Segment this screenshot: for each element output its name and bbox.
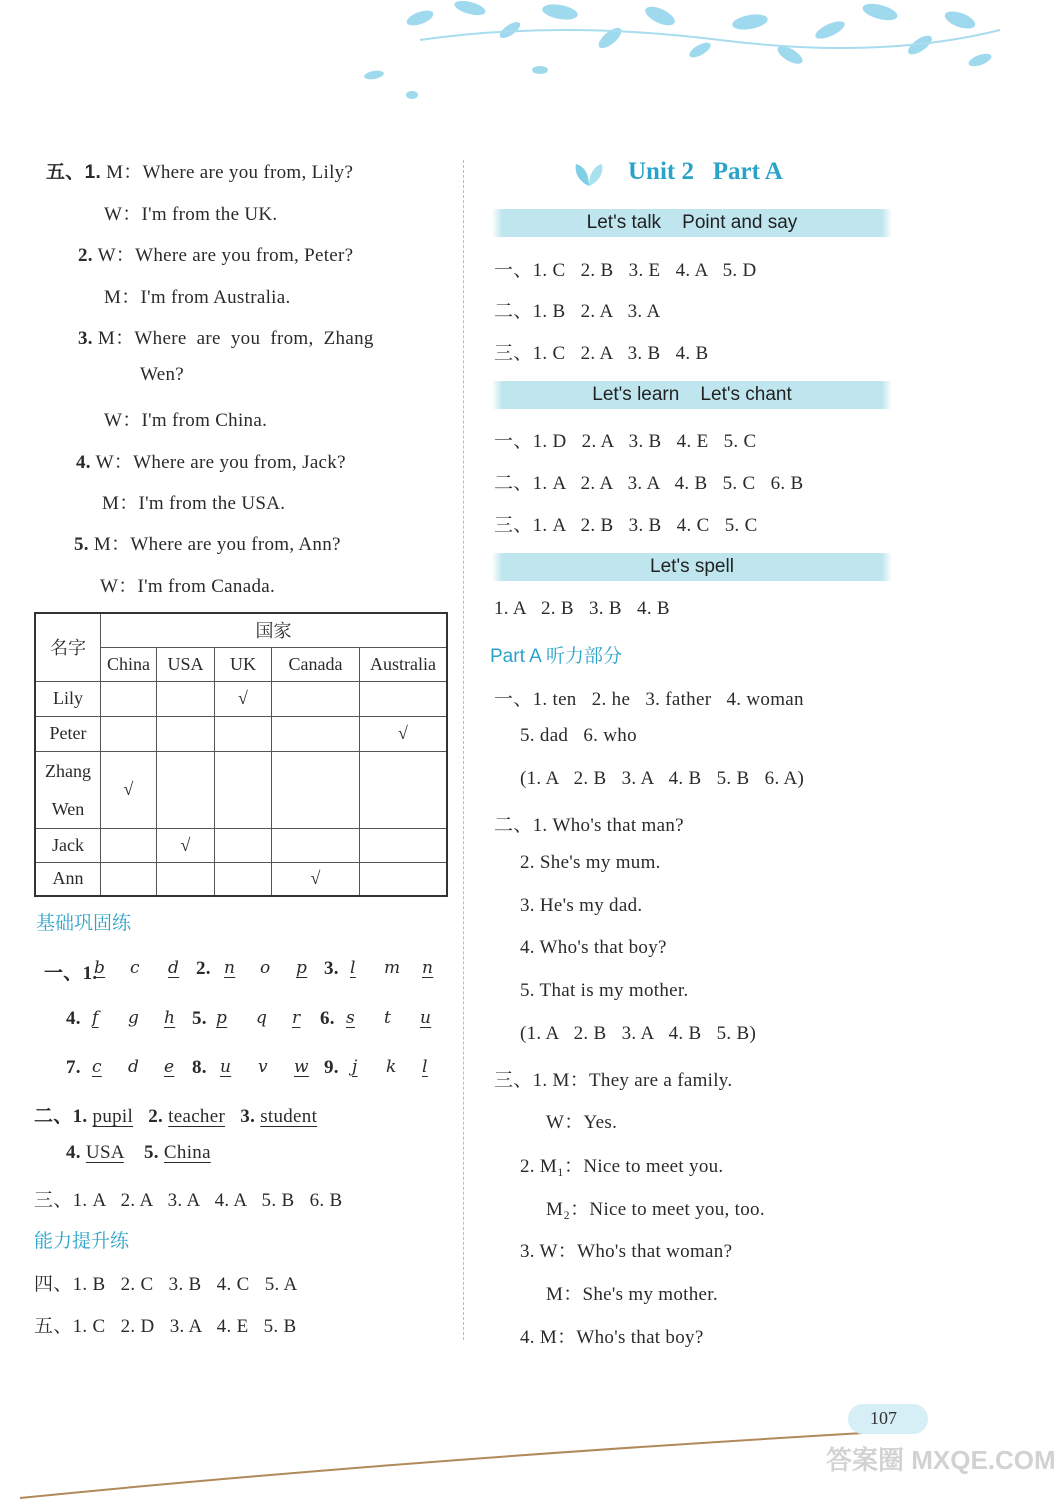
listening-e2: 2. She's my mum. (520, 852, 661, 873)
table-row (35, 862, 447, 896)
answers-talk-1: 一、1. C 2. B 3. E 4. A 5. D (494, 260, 757, 281)
letters-row-1: 一、1. b c d 2. n o p 3. l m n (44, 958, 434, 984)
table-col-canada: Canada (272, 647, 360, 681)
check-mark: √ (360, 716, 448, 751)
listening-e3: 3. He's my dad. (520, 895, 643, 916)
country-table (34, 612, 448, 897)
check-mark: √ (157, 828, 215, 862)
row-name: Zhang Wen (35, 751, 101, 828)
letters-row-3: 7. c d e 8. u v w 9. j k l (66, 1057, 428, 1078)
listening-e4: 4. Who's that boy? (520, 937, 667, 958)
dialog-2-line-2: M：I'm from Australia. (104, 287, 291, 308)
page-number: 107 (870, 1408, 897, 1428)
dialog-1-line-2: W：I'm from the UK. (104, 204, 278, 225)
answers-talk-3: 三、1. C 2. A 3. B 4. B (494, 343, 709, 364)
words-row-1: 二、1. pupil 2. teacher 3. student (34, 1106, 318, 1127)
leaf-decoration (360, 0, 1000, 110)
listening-1: 一、1. ten 2. he 3. father 4. woman (494, 689, 804, 710)
check-mark: √ (215, 681, 272, 716)
table-col-uk: UK (215, 647, 272, 681)
answers-si: 四、1. B 2. C 3. B 4. C 5. A (34, 1274, 298, 1295)
letters-row-2: 4. f g h 5. p q r 6. s t u (66, 1008, 432, 1029)
leaf-title-icon (572, 160, 606, 188)
answers-learn-1: 一、1. D 2. A 3. B 4. E 5. C (494, 431, 757, 452)
answers-learn-3: 三、1. A 2. B 3. B 4. C 5. C (494, 515, 758, 536)
listening-d7: 4. M：Who's that boy? (520, 1327, 704, 1348)
dialog-5-line-1: 5. M：Where are you from, Ann? (74, 534, 341, 555)
listening-d4: M₂：Nice to meet you, too. (546, 1199, 765, 1220)
row-name: Lily (35, 681, 101, 716)
table-col-australia: Australia (360, 647, 448, 681)
section-heading-advanced: 能力提升练 (34, 1231, 130, 1252)
band-lets-spell: Let's spell (492, 553, 892, 581)
band-lets-talk: Let's talk Point and say (492, 209, 892, 237)
answers-san: 三、1. A 2. A 3. A 4. A 5. B 6. B (34, 1190, 343, 1211)
check-mark: √ (272, 862, 360, 896)
band-lets-learn: Let's learn Let's chant (492, 381, 892, 409)
listening-e5: 5. That is my mother. (520, 980, 689, 1001)
listening-d3: 2. M₁：Nice to meet you. (520, 1156, 724, 1177)
unit-title: Unit 2 Part A (628, 158, 783, 185)
table-header-country: 国家 (101, 613, 448, 647)
listening-d2: W：Yes. (546, 1112, 618, 1133)
row-name: Jack (35, 828, 101, 862)
table-col-usa: USA (157, 647, 215, 681)
row-name: Peter (35, 716, 101, 751)
dialog-3-line-2: Wen? (140, 364, 184, 385)
answers-learn-2: 二、1. A 2. A 3. A 4. B 5. C 6. B (494, 473, 804, 494)
table-row (35, 716, 447, 751)
row-name: Ann (35, 862, 101, 896)
listening-d1: 三、1. M：They are a family. (494, 1070, 733, 1091)
listening-3: (1. A 2. B 3. A 4. B 5. B 6. A) (520, 768, 805, 789)
listening-d6: M：She's my mother. (546, 1284, 718, 1305)
listening-d5: 3. W：Who's that woman? (520, 1241, 733, 1262)
listening-2: 5. dad 6. who (520, 725, 637, 746)
listening-e6: (1. A 2. B 3. A 4. B 5. B) (520, 1023, 757, 1044)
words-row-2: 4. USA 5. China (66, 1142, 211, 1163)
table-col-china: China (101, 647, 157, 681)
dialog-4-line-2: M：I'm from the USA. (102, 493, 286, 514)
dialog-4-line-1: 4. W：Where are you from, Jack? (76, 452, 346, 473)
table-row (35, 828, 447, 862)
listening-e1: 二、1. Who's that man? (494, 815, 684, 836)
answers-talk-2: 二、1. B 2. A 3. A (494, 301, 661, 322)
section-heading-listening: Part A 听力部分 (490, 646, 622, 667)
table-header-name: 名字 (35, 613, 101, 681)
dialog-3-line-1: 3. M：Where are you from, Zhang (78, 328, 374, 349)
answers-spell: 1. A 2. B 3. B 4. B (494, 598, 670, 619)
column-divider (463, 160, 464, 1340)
check-mark: √ (101, 751, 157, 828)
section-heading-basic: 基础巩固练 (36, 913, 132, 934)
dialog-3-line-3: W：I'm from China. (104, 410, 268, 431)
answers-wu: 五、1. C 2. D 3. A 4. E 5. B (34, 1316, 297, 1337)
dialog-5-line-2: W：I'm from Canada. (100, 576, 276, 597)
table-row (35, 751, 447, 828)
watermark: 答案圈 MXQE.COM (826, 1445, 1056, 1475)
table-row (35, 681, 447, 716)
dialog-1-line-1: 五、1. M：Where are you from, Lily? (46, 162, 354, 183)
dialog-2-line-1: 2. W：Where are you from, Peter? (78, 245, 354, 266)
